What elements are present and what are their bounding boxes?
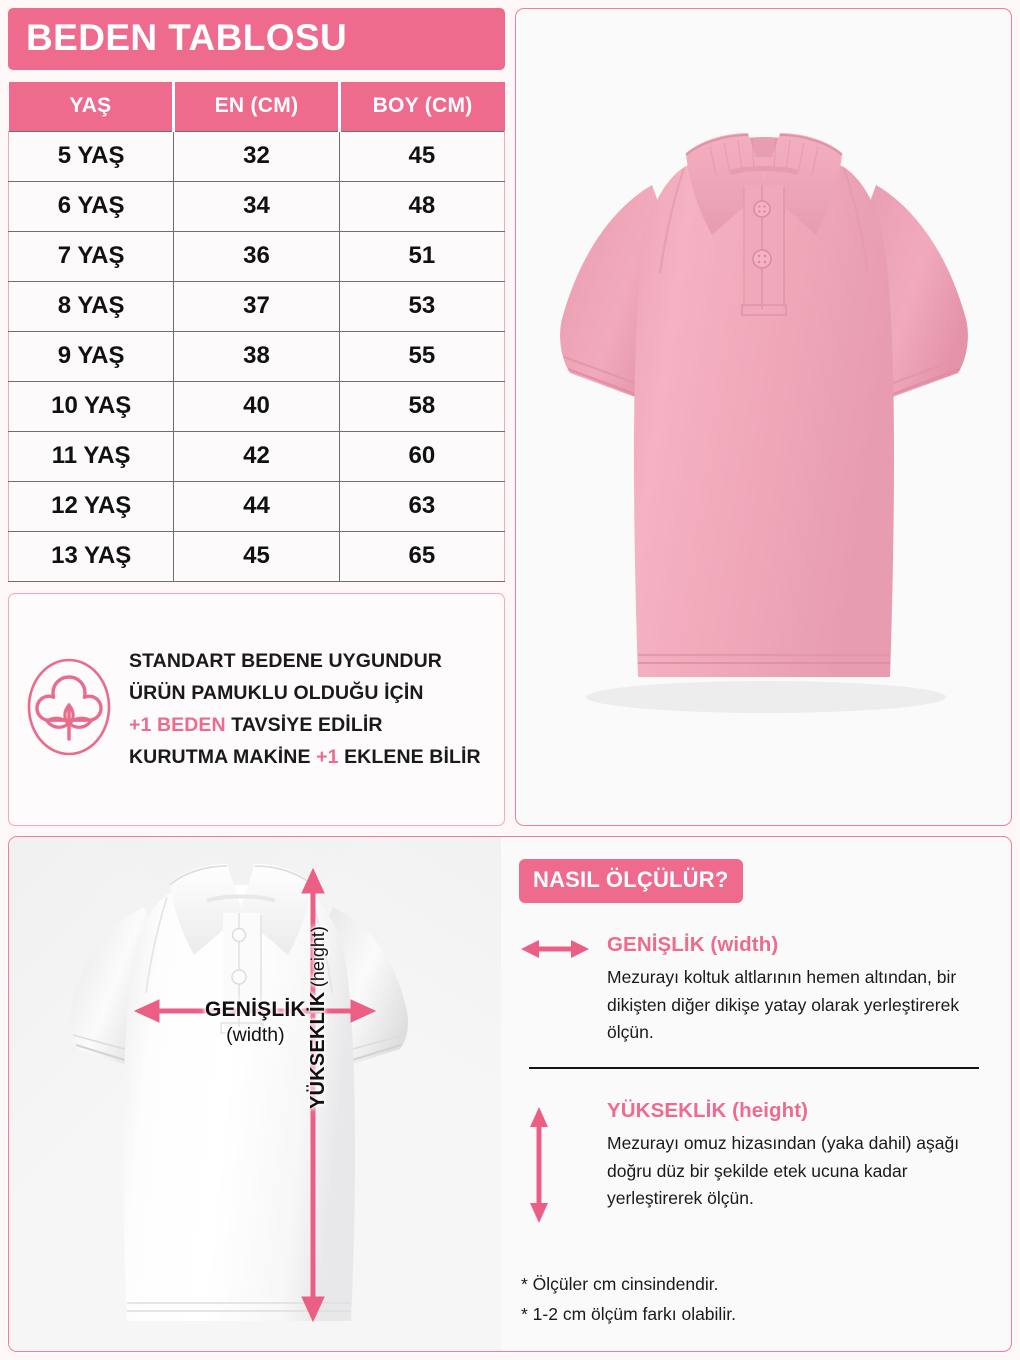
diagram-height-label (307, 926, 330, 1109)
cotton-note-lines (129, 650, 481, 769)
table-row (9, 432, 505, 482)
table-row (9, 132, 505, 182)
cell-height: 58 (339, 382, 504, 432)
height-instruction-text (607, 1099, 985, 1213)
cotton-note-line-4-pre: KURUTMA MAKİNE (129, 746, 311, 768)
vertical-arrow-icon (519, 1099, 591, 1230)
diagram-width-label-main: GENİŞLİK (205, 998, 306, 1021)
cotton-note-line-4 (129, 746, 481, 769)
cotton-note-line-4-rest: EKLENE BİLİR (344, 746, 481, 768)
cell-height: 60 (339, 432, 504, 482)
cotton-boll-icon (25, 655, 113, 764)
cell-age: 5 YAŞ (9, 132, 174, 182)
measurement-diagram-panel (9, 837, 501, 1351)
column-header-width: EN (CM) (174, 82, 339, 132)
cotton-note-line-2: ÜRÜN PAMUKLU OLDUĞU İÇİN (129, 682, 424, 704)
cell-age: 6 YAŞ (9, 182, 174, 232)
cotton-note-line-3-rest: TAVSİYE EDİLİR (231, 714, 383, 736)
size-table-body (9, 132, 505, 582)
table-row (9, 482, 505, 532)
cell-width: 40 (174, 382, 339, 432)
cell-age: 12 YAŞ (9, 482, 174, 532)
page-title: BEDEN TABLOSU (26, 17, 348, 58)
cell-age: 7 YAŞ (9, 232, 174, 282)
cell-width: 44 (174, 482, 339, 532)
cell-age: 11 YAŞ (9, 432, 174, 482)
cell-height: 51 (339, 232, 504, 282)
size-table-column (8, 8, 505, 826)
cotton-care-note (8, 593, 505, 826)
height-instruction-desc: Mezurayı omuz hizasından (yaka dahil) aşağı doğru düz bir şekilde etek ucuna kadar yerleştirerek ölçün. (607, 1132, 960, 1209)
top-section (8, 8, 1012, 826)
size-table-head (9, 82, 505, 132)
table-row (9, 382, 505, 432)
product-photo-panel (515, 8, 1012, 826)
section-divider (529, 1067, 979, 1069)
pink-polo-shirt-image (534, 57, 994, 777)
footnotes (519, 1270, 985, 1330)
cell-height: 55 (339, 332, 504, 382)
how-to-measure-text-panel (501, 837, 1011, 1351)
cell-width: 45 (174, 532, 339, 582)
cotton-note-line-1: STANDART BEDENE UYGUNDUR (129, 650, 442, 672)
table-row (9, 182, 505, 232)
width-instruction-text (607, 933, 985, 1047)
page-title-banner (8, 8, 505, 70)
cell-height: 45 (339, 132, 504, 182)
cell-width: 36 (174, 232, 339, 282)
cell-width: 37 (174, 282, 339, 332)
size-table-header-row (9, 82, 505, 132)
cell-height: 48 (339, 182, 504, 232)
width-instruction-desc: Mezurayı koltuk altlarının hemen altından, bir dikişten diğer dikişe yatay olarak yerleştirerek ölçün. (607, 967, 960, 1043)
cell-age: 10 YAŞ (9, 382, 174, 432)
size-table (8, 82, 505, 582)
cotton-note-line-3 (129, 714, 481, 737)
cell-height: 53 (339, 282, 504, 332)
diagram-width-label (205, 998, 306, 1047)
width-instruction-title: GENİŞLİK (width) (607, 933, 779, 956)
cell-width: 42 (174, 432, 339, 482)
cell-height: 65 (339, 532, 504, 582)
cell-age: 9 YAŞ (9, 332, 174, 382)
diagram-height-label-sub: (height) (308, 926, 328, 988)
cell-height: 63 (339, 482, 504, 532)
horizontal-arrow-icon (519, 933, 591, 966)
diagram-height-label-main: YÜKSEKLİK (307, 991, 329, 1109)
column-header-age: YAŞ (9, 82, 174, 132)
height-instruction-title: YÜKSEKLİK (height) (607, 1098, 809, 1122)
width-instruction-block (519, 933, 985, 1047)
how-to-measure-section (8, 836, 1012, 1352)
white-polo-shirt-diagram (9, 837, 501, 1351)
cell-width: 32 (174, 132, 339, 182)
footnote-tolerance: * 1-2 cm ölçüm farkı olabilir. (521, 1303, 736, 1324)
table-row (9, 532, 505, 582)
cell-age: 8 YAŞ (9, 282, 174, 332)
column-header-height: BOY (CM) (339, 82, 504, 132)
how-to-measure-title: NASIL ÖLÇÜLÜR? (519, 859, 743, 903)
table-row (9, 232, 505, 282)
footnote-units: * Ölçüler cm cinsindendir. (521, 1273, 719, 1294)
diagram-width-label-sub: (width) (226, 1024, 285, 1046)
cotton-note-highlight-size: +1 BEDEN (129, 714, 226, 736)
cell-width: 34 (174, 182, 339, 232)
cotton-note-highlight-dryer: +1 (316, 746, 339, 768)
cell-age: 13 YAŞ (9, 532, 174, 582)
height-instruction-block (519, 1099, 985, 1230)
cell-width: 38 (174, 332, 339, 382)
table-row (9, 282, 505, 332)
table-row (9, 332, 505, 382)
